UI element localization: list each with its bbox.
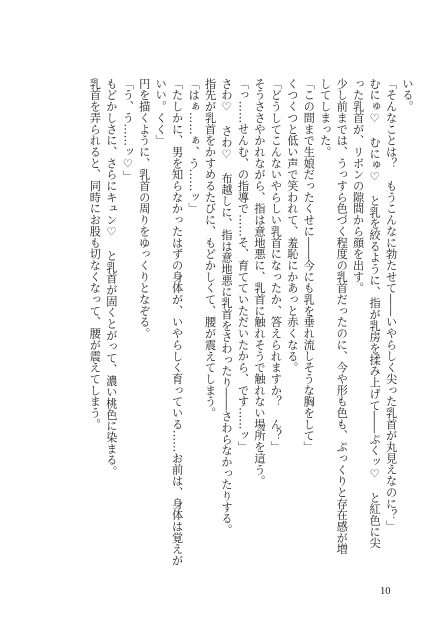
text-line: 「そんなことは？ もうこんなに勃たせて――いやらしく尖った乳首が丸見えなのに？」 [384, 78, 398, 532]
text-line: してしまった。 [318, 78, 332, 158]
text-line: 指先が乳首をかすめるたびに、もどかしくて、腰が震えてしまう。 [203, 78, 217, 419]
text-line: むにゅ♡ むにゅ♡ と乳を絞るように、指が乳房を揉み上げて――ぷくッ♡ と紅色に尖 [368, 78, 382, 549]
page-number: 10 [380, 586, 391, 597]
text-line: った乳首が、リボンの隙間から顔を出す。 [351, 78, 365, 294]
text-line: 「この間まで生娘だったくせに――今にも乳を垂れ流しそうな胸をして」 [302, 78, 316, 453]
text-line: 「っ……せんむ、の指導で……そ、育てていただいたから、です……ッ」 [236, 78, 250, 453]
vertical-text-body [25, 78, 415, 584]
text-line: 「はぁ……ぁ、う……ッ」 [187, 78, 201, 215]
text-line: いい。くく」 [154, 78, 168, 147]
text-line: 少し前までは、うっすら色づく程度の乳首だったのに、今や形も色も、ぷっくりと存在感が増 [335, 78, 349, 555]
text-line: 「たしかに、男を知らなかったはずの身体が、いやらしく育っている……お前は、身体は覚えが [170, 78, 184, 567]
text-line: 「どうしてこんないやらしい乳首になったか、答えられますか？ ん？」 [269, 78, 283, 453]
text-line: いる。 [401, 78, 414, 113]
text-line: さわ♡ さわ♡ 布越しに、指は意地悪に乳首をさわったり――さわらなかったりする。 [220, 78, 234, 536]
text-line: 円を描くように、乳首の周りをゆっくりとなぞる。 [137, 78, 151, 340]
text-line: 「う、う……ッ♡」 [121, 78, 135, 182]
text-line: くつくつと低い声で笑われて、羞恥にかあっと赤くなる。 [285, 78, 299, 374]
text-line: もどかしさに、さらにキュン♡ と乳首が固くとがって、濃い桃色に染まる。 [104, 78, 118, 478]
text-line: そうささやかれながら、指は意地悪に、乳首に触れそうで触れない場所を這う。 [252, 78, 266, 487]
text-line: 乳首を弄られると、同時にお股も切なくなって、腰が震えてしまう。 [88, 78, 102, 430]
